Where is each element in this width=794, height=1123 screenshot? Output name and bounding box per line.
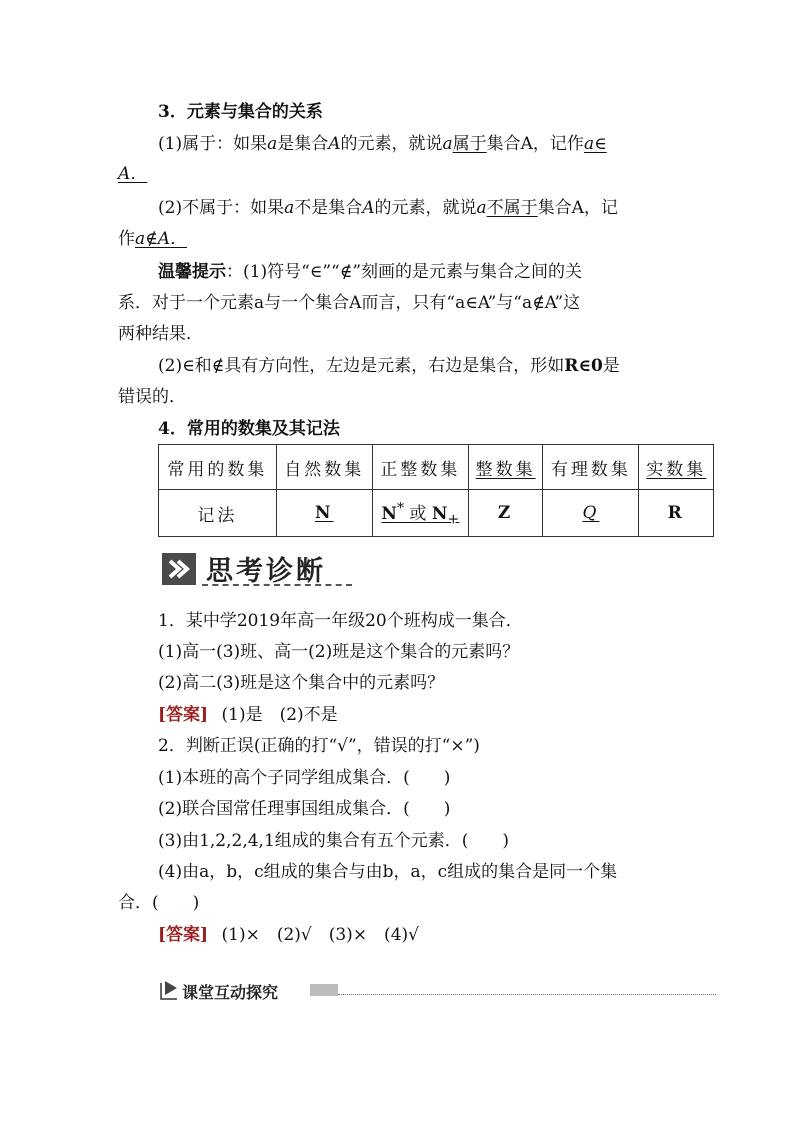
chevron-right-icon bbox=[162, 553, 196, 585]
text: 的元素，就说 bbox=[374, 198, 477, 218]
q2-4-line1: (4)由a，b，c组成的集合与由b，a，c组成的集合是同一个集 bbox=[158, 862, 618, 882]
tip2-line1 bbox=[158, 351, 620, 376]
sec3-para1-line2 bbox=[118, 159, 161, 184]
dotted-divider bbox=[338, 994, 716, 995]
text: (2)不属于：如果 bbox=[158, 198, 285, 218]
number-sets-table bbox=[158, 444, 714, 537]
divider bbox=[202, 584, 352, 586]
answer-label: [答案] bbox=[158, 925, 209, 945]
section-3-title: 3．元素与集合的关系 bbox=[158, 102, 323, 122]
var-a: a bbox=[284, 198, 295, 218]
tip2-line2: 错误的． bbox=[118, 387, 186, 407]
q2-1: (1)本班的高个子同学组成集合．( ) bbox=[158, 768, 451, 788]
decor-block bbox=[310, 984, 338, 996]
text: 是 bbox=[602, 356, 620, 376]
var-a: a bbox=[442, 134, 453, 154]
text: 集合A，记 bbox=[537, 198, 618, 218]
fill-blank: 实数集 bbox=[646, 459, 707, 480]
fill-blank bbox=[381, 500, 460, 528]
answer-label: [答案] bbox=[158, 705, 209, 725]
symbol: N bbox=[431, 503, 448, 524]
fill-blank: 整数集 bbox=[475, 459, 536, 480]
answer-2 bbox=[158, 920, 419, 945]
tip-line3: 两种结果． bbox=[118, 324, 203, 344]
fill-blank: 属于 bbox=[452, 134, 487, 154]
q2-3: (3)由1,2,2,4,1组成的集合有五个元素．( ) bbox=[158, 831, 510, 851]
sec3-para1-line1 bbox=[158, 129, 607, 154]
tip-line1 bbox=[158, 257, 582, 282]
text: 作 bbox=[118, 229, 135, 249]
table-header bbox=[639, 445, 714, 490]
table-cell: Z bbox=[468, 490, 543, 537]
sec3-para2-line1 bbox=[158, 193, 618, 218]
fill-blank: Q bbox=[582, 503, 600, 523]
text: 集合A，记作 bbox=[486, 134, 584, 154]
var-a: a bbox=[267, 134, 278, 154]
table-row bbox=[159, 445, 714, 490]
table-cell bbox=[543, 490, 639, 537]
subscript: + bbox=[447, 511, 460, 528]
table-header: 有理数集 bbox=[543, 445, 639, 490]
text: 或 bbox=[409, 503, 427, 524]
sec3-para2-line2 bbox=[118, 224, 199, 249]
table-cell: R bbox=[639, 490, 714, 537]
q2: 2．判断正误(正确的打“√”，错误的打“×”) bbox=[158, 736, 480, 756]
var-A: A bbox=[362, 198, 375, 218]
text: 不是集合 bbox=[294, 198, 363, 218]
q2-2: (2)联合国常任理事国组成集合．( ) bbox=[158, 799, 451, 819]
symbol: N bbox=[381, 503, 397, 524]
answer-text: (1)× (2)√ (3)× (4)√ bbox=[221, 925, 419, 945]
expr: R∈0 bbox=[564, 356, 603, 376]
var-A: A bbox=[328, 134, 341, 154]
tip-label: 温馨提示 bbox=[158, 262, 226, 282]
text: (1)属于：如果 bbox=[158, 134, 268, 154]
row-label: 记法 bbox=[159, 490, 277, 537]
section-bar-title: 课堂互动探究 bbox=[182, 983, 279, 1002]
arrow-tab-icon bbox=[160, 980, 180, 1000]
text: (2)∈和∉具有方向性，左边是元素，右边是集合，形如 bbox=[158, 356, 565, 376]
q1: 1．某中学2019年高一年级20个班构成一集合． bbox=[158, 611, 523, 631]
q1-2: (2)高二(3)班是这个集合中的元素吗？ bbox=[158, 673, 445, 693]
table-row bbox=[159, 490, 714, 537]
table-header: 常用的数集 bbox=[159, 445, 277, 490]
text: 是集合 bbox=[277, 134, 329, 154]
table-header: 正整数集 bbox=[372, 445, 468, 490]
q1-1: (1)高一(3)班、高一(2)班是这个集合的元素吗？ bbox=[158, 642, 520, 662]
arrow-box-icon bbox=[162, 553, 196, 585]
table-header bbox=[468, 445, 543, 490]
table-header: 自然数集 bbox=[276, 445, 372, 490]
var-a: a bbox=[476, 198, 487, 218]
fill-blank: a∈ bbox=[583, 134, 607, 154]
answer-text: (1)是 (2)不是 bbox=[221, 705, 338, 725]
think-banner bbox=[162, 551, 350, 591]
table-cell bbox=[276, 490, 372, 537]
fill-blank: N bbox=[314, 503, 334, 523]
fill-blank: A． bbox=[118, 164, 148, 184]
answer-1 bbox=[158, 700, 338, 725]
superscript: * bbox=[396, 500, 405, 517]
table-cell bbox=[372, 490, 468, 537]
text: 的元素，就说 bbox=[340, 134, 443, 154]
text: ：(1)符号“∈”“∉”刻画的是元素与集合之间的关 bbox=[226, 262, 583, 282]
q2-4-line2: 合．( ) bbox=[118, 893, 200, 913]
section-4-title: 4．常用的数集及其记法 bbox=[158, 419, 340, 439]
fill-blank: a∉A． bbox=[135, 229, 187, 249]
section-bar bbox=[160, 980, 716, 1002]
fill-blank: 不属于 bbox=[486, 198, 538, 218]
banner-title: 思考诊断 bbox=[206, 556, 326, 587]
tip-line2: 系．对于一个元素a与一个集合A而言，只有“a∈A”与“a∉A”这 bbox=[118, 293, 581, 313]
